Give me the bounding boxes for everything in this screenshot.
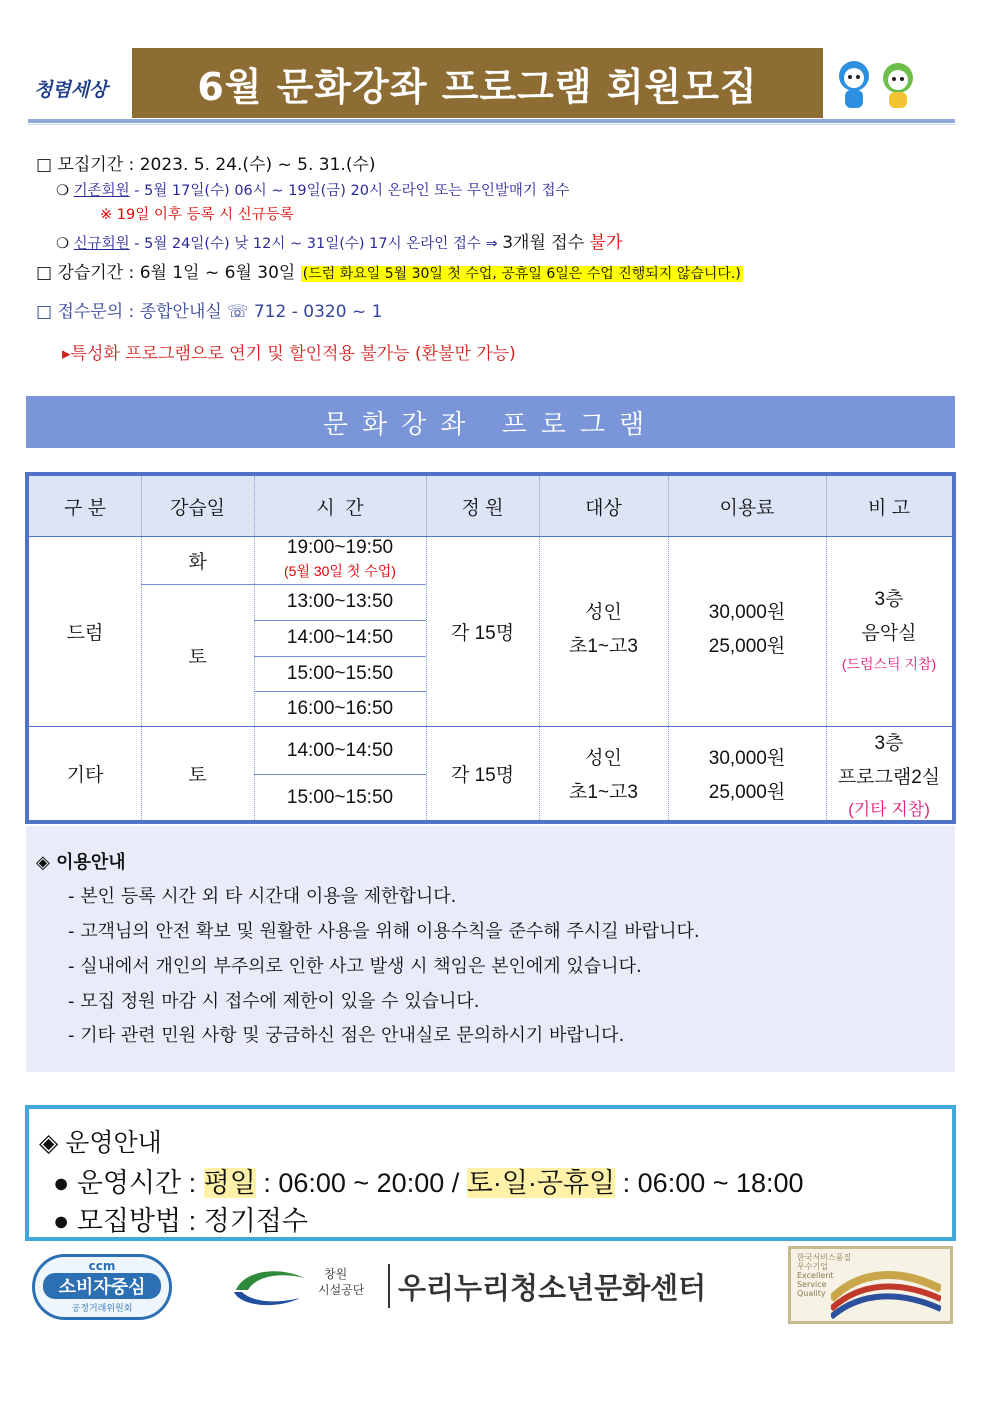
operations-box	[25, 1105, 956, 1241]
guitar-time: 14:00~14:50	[286, 740, 394, 761]
guitar-remark: 프로그램2실	[837, 766, 941, 788]
guitar-category: 기타	[66, 764, 104, 786]
drum-tue-note: (5월 30일 첫 수업)	[284, 563, 396, 579]
usage-notes-panel	[26, 826, 955, 1072]
section-title-bar: 문화강좌 프로그램	[26, 396, 955, 448]
ksq-line: Quality	[797, 1289, 826, 1298]
usage-item: - 기타 관련 민원 사항 및 궁금하신 점은 안내실로 문의하시기 바랍니다.	[68, 1025, 625, 1046]
logo-cheongryeom	[34, 60, 126, 116]
ccm-sub-text: 공정거래위원회	[71, 1304, 133, 1314]
usage-item: - 실내에서 개인의 부주의로 인한 사고 발생 시 책임은 본인에게 있습니다.	[68, 956, 642, 977]
guitar-remark: 3층	[874, 732, 904, 754]
table-header-cell: 대상	[585, 497, 622, 519]
existing-member-text: - 5월 17일(수) 06시 ~ 19일(금) 20시 온라인 또는 무인발매기 접수	[129, 183, 570, 199]
mascot-illustration	[832, 56, 928, 114]
new-member-line: ❍ 신규회원 - 5월 24일(수) 낮 12시 ~ 31일(수) 17시 온라인 접수 ⇒ 3개월 접수 불가	[56, 233, 623, 253]
weekend-label: 토·일·공휴일	[466, 1168, 616, 1198]
drum-capacity: 각 15명	[450, 622, 515, 644]
operations-title: ◈ 운영안내	[39, 1129, 162, 1157]
usage-item: - 고객님의 안전 확보 및 원활한 사용을 위해 이용수칙을 준수해 주시길 바랍니다.	[68, 921, 700, 942]
corp-name-line1: 창원	[324, 1267, 348, 1281]
guitar-time: 15:00~15:50	[286, 787, 394, 808]
recruit-method: ● 모집방법 : 정기접수	[53, 1206, 308, 1236]
recruit-period: 2023. 5. 24.(수) ~ 5. 31.(수)	[139, 155, 376, 175]
drum-category: 드럼	[66, 622, 104, 644]
ccm-top-text: ccm	[88, 1259, 116, 1273]
usage-item: - 본인 등록 시간 외 타 시간대 이용을 제한합니다.	[68, 886, 457, 907]
weekend-hours: : 06:00 ~ 18:00	[615, 1168, 804, 1198]
ccm-main-text: 소비자중심	[43, 1273, 161, 1299]
corp-name	[318, 1266, 364, 1298]
guitar-target: 성인	[585, 747, 622, 769]
guitar-remark-note: (기타 지참)	[848, 799, 930, 819]
table-header-cell: 강습일	[169, 497, 226, 519]
ksq-line: 한국서비스품질	[797, 1253, 852, 1262]
table-header-cell: 시 간	[316, 497, 364, 519]
ksq-line: Excellent	[797, 1271, 834, 1280]
weekday-label: 평일	[203, 1168, 256, 1198]
logo-text: 청렴세상	[34, 78, 108, 101]
course-period: 6월 1일 ~ 6월 30일	[139, 263, 296, 283]
drum-sat-time: 16:00~16:50	[286, 697, 394, 719]
center-name: 우리누리청소년문화센터	[398, 1271, 707, 1305]
table-header-cell: 비 고	[868, 497, 910, 519]
guitar-fee: 25,000원	[708, 781, 786, 803]
ksq-certification-logo	[788, 1246, 953, 1324]
page-title: 6월 문화강좌 프로그램 회원모집	[132, 48, 823, 118]
new-member-note: 3개월 접수	[502, 233, 590, 253]
guitar-fee: 30,000원	[708, 747, 786, 769]
drum-target: 초1~고3	[569, 635, 638, 657]
drum-fee: 25,000원	[708, 635, 786, 657]
drum-remark: 3층	[874, 588, 904, 610]
drum-target: 성인	[585, 601, 622, 623]
drum-tue-time: 19:00~19:50	[286, 537, 394, 558]
logo-divider	[388, 1264, 390, 1308]
table-header-cell: 이용료	[719, 497, 775, 519]
table-header-cell: 정 원	[461, 497, 504, 519]
contact-line: □ 접수문의 : 종합안내실 ☏ 712 - 0320 ~ 1	[36, 302, 383, 322]
weekday-hours: : 06:00 ~ 20:00 /	[255, 1168, 467, 1198]
usage-item: - 모집 정원 마감 시 접수에 제한이 있을 수 있습니다.	[68, 991, 480, 1012]
course-period-line	[36, 258, 743, 283]
drum-sat-time: 13:00~13:50	[286, 591, 394, 612]
existing-member-note: ※ 19일 이후 등록 시 신규등록	[100, 207, 294, 223]
drum-sat-time: 15:00~15:50	[286, 662, 394, 684]
ksq-line: Service	[797, 1280, 827, 1289]
recruit-period-line	[36, 150, 376, 175]
special-program-note: ▸특성화 프로그램으로 연기 및 할인적용 불가능 (환불만 가능)	[62, 344, 516, 364]
drum-day-sat: 토	[188, 646, 207, 668]
corp-name-line2: 시설공단	[318, 1283, 365, 1297]
ksq-line: 우수기업	[797, 1262, 828, 1271]
header-divider	[28, 119, 955, 123]
guitar-target: 초1~고3	[569, 781, 638, 803]
center-logo	[230, 1258, 730, 1318]
guitar-capacity: 각 15명	[450, 764, 515, 786]
guitar-day-sat: 토	[188, 764, 207, 786]
ccm-consumer-logo	[32, 1254, 172, 1320]
corp-swoosh-icon	[230, 1264, 308, 1310]
new-member-label: 신규회원	[73, 236, 130, 252]
course-note-highlight: (드럼 화요일 5월 30일 첫 수업, 공휴일 6일은 수업 진행되지 않습니다.)	[302, 266, 741, 282]
hours-label: ● 운영시간 :	[53, 1168, 204, 1198]
drum-day-tue: 화	[188, 551, 207, 573]
drum-sat-time: 14:00~14:50	[286, 627, 394, 648]
recruit-label: □ 모집기간 :	[36, 155, 140, 175]
drum-remark-note: (드럼스틱 지참)	[841, 656, 937, 672]
subrow-divider	[254, 774, 426, 775]
drum-remark: 음악실	[861, 622, 917, 644]
drum-fee: 30,000원	[708, 601, 786, 623]
operating-hours	[53, 1161, 804, 1200]
new-member-note-emph: 불가	[589, 233, 623, 253]
usage-title: ◈ 이용안내	[36, 852, 126, 873]
existing-member-label: 기존회원	[73, 183, 130, 199]
course-label: □ 강습기간 :	[36, 263, 140, 283]
existing-member-line: ❍ 기존회원 - 5월 17일(수) 06시 ~ 19일(금) 20시 온라인 또는 무인발매기 접수	[56, 183, 570, 199]
ksq-ribbon-icon	[831, 1259, 941, 1319]
header-divider-thin	[28, 124, 955, 125]
table-header-cell: 구 분	[64, 497, 106, 519]
program-schedule-table	[25, 472, 956, 824]
new-member-text: - 5월 24일(수) 낮 12시 ~ 31일(수) 17시 온라인 접수 ⇒	[129, 236, 503, 252]
